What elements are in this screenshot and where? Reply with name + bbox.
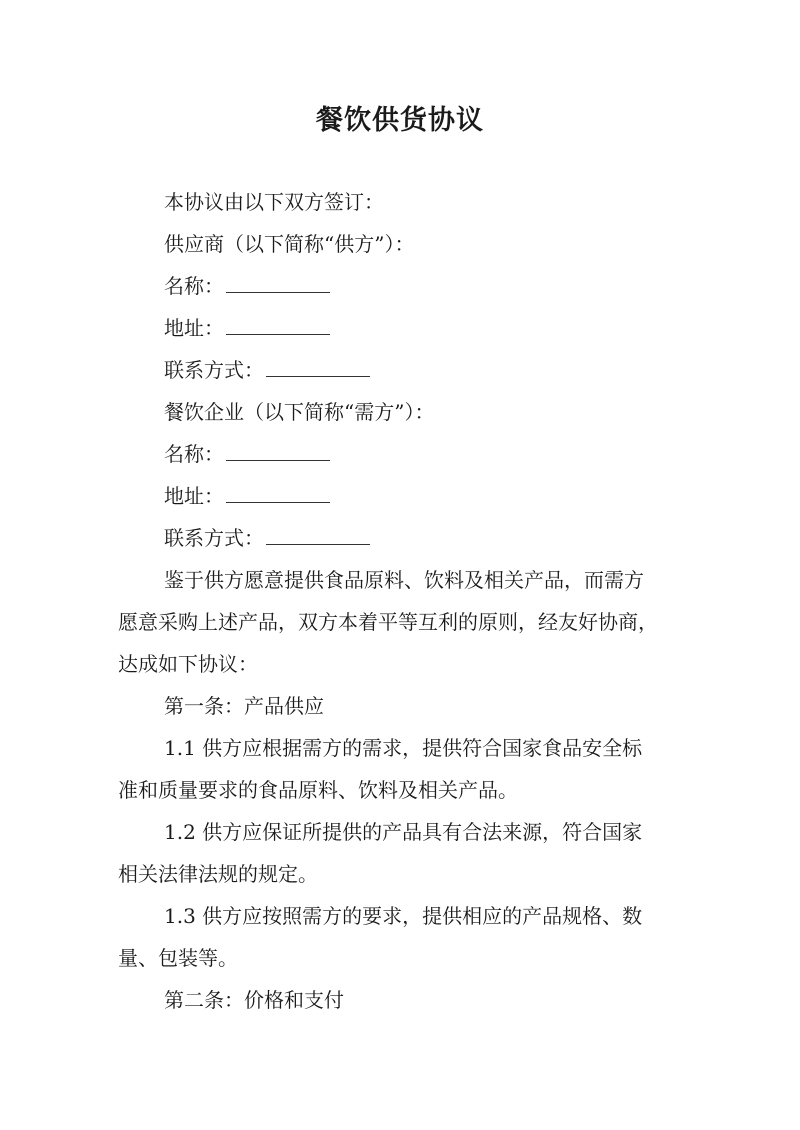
clause-1-2-line-1: 1.2 供方应保证所提供的产品具有合法来源，符合国家: [164, 820, 643, 844]
buyer-name-label: 名称：: [164, 442, 224, 466]
buyer-address-blank: [226, 484, 330, 503]
buyer-address-row: [164, 484, 330, 508]
supplier-address-label: 地址：: [164, 316, 224, 340]
clause-1-1-line-1: 1.1 供方应根据需方的需求，提供符合国家食品安全标: [164, 736, 643, 760]
supplier-name-label: 名称：: [164, 274, 224, 298]
buyer-name-row: [164, 442, 330, 466]
supplier-name-row: [164, 274, 330, 298]
supplier-address-blank: [226, 316, 330, 335]
clause-1-2-line-2: 相关法律法规的规定。: [118, 862, 318, 886]
article-1-heading: 第一条：产品供应: [164, 694, 324, 718]
supplier-name-blank: [226, 274, 330, 293]
buyer-contact-row: [164, 526, 370, 550]
preamble-line-3: 达成如下协议：: [118, 652, 258, 676]
buyer-name-blank: [226, 442, 330, 461]
clause-1-3-line-1: 1.3 供方应按照需方的要求，提供相应的产品规格、数: [164, 904, 643, 928]
buyer-contact-blank: [266, 526, 370, 545]
clause-1-1-line-2: 准和质量要求的食品原料、饮料及相关产品。: [118, 778, 518, 802]
preamble-line-1: 鉴于供方愿意提供食品原料、饮料及相关产品，而需方: [164, 568, 644, 592]
preamble-line-2: 愿意采购上述产品，双方本着平等互利的原则，经友好协商，: [118, 610, 658, 634]
supplier-heading: 供应商（以下简称“供方”）：: [164, 232, 415, 256]
supplier-contact-label: 联系方式：: [164, 358, 264, 382]
intro-text: 本协议由以下双方签订：: [164, 190, 384, 214]
buyer-heading: 餐饮企业（以下简称“需方”）：: [164, 400, 435, 424]
buyer-address-label: 地址：: [164, 484, 224, 508]
supplier-contact-row: [164, 358, 370, 382]
clause-1-3-line-2: 量、包装等。: [118, 946, 238, 970]
article-2-heading: 第二条：价格和支付: [164, 988, 344, 1012]
supplier-contact-blank: [266, 358, 370, 377]
document-title: 餐饮供货协议: [316, 105, 484, 136]
buyer-contact-label: 联系方式：: [164, 526, 264, 550]
supplier-address-row: [164, 316, 330, 340]
